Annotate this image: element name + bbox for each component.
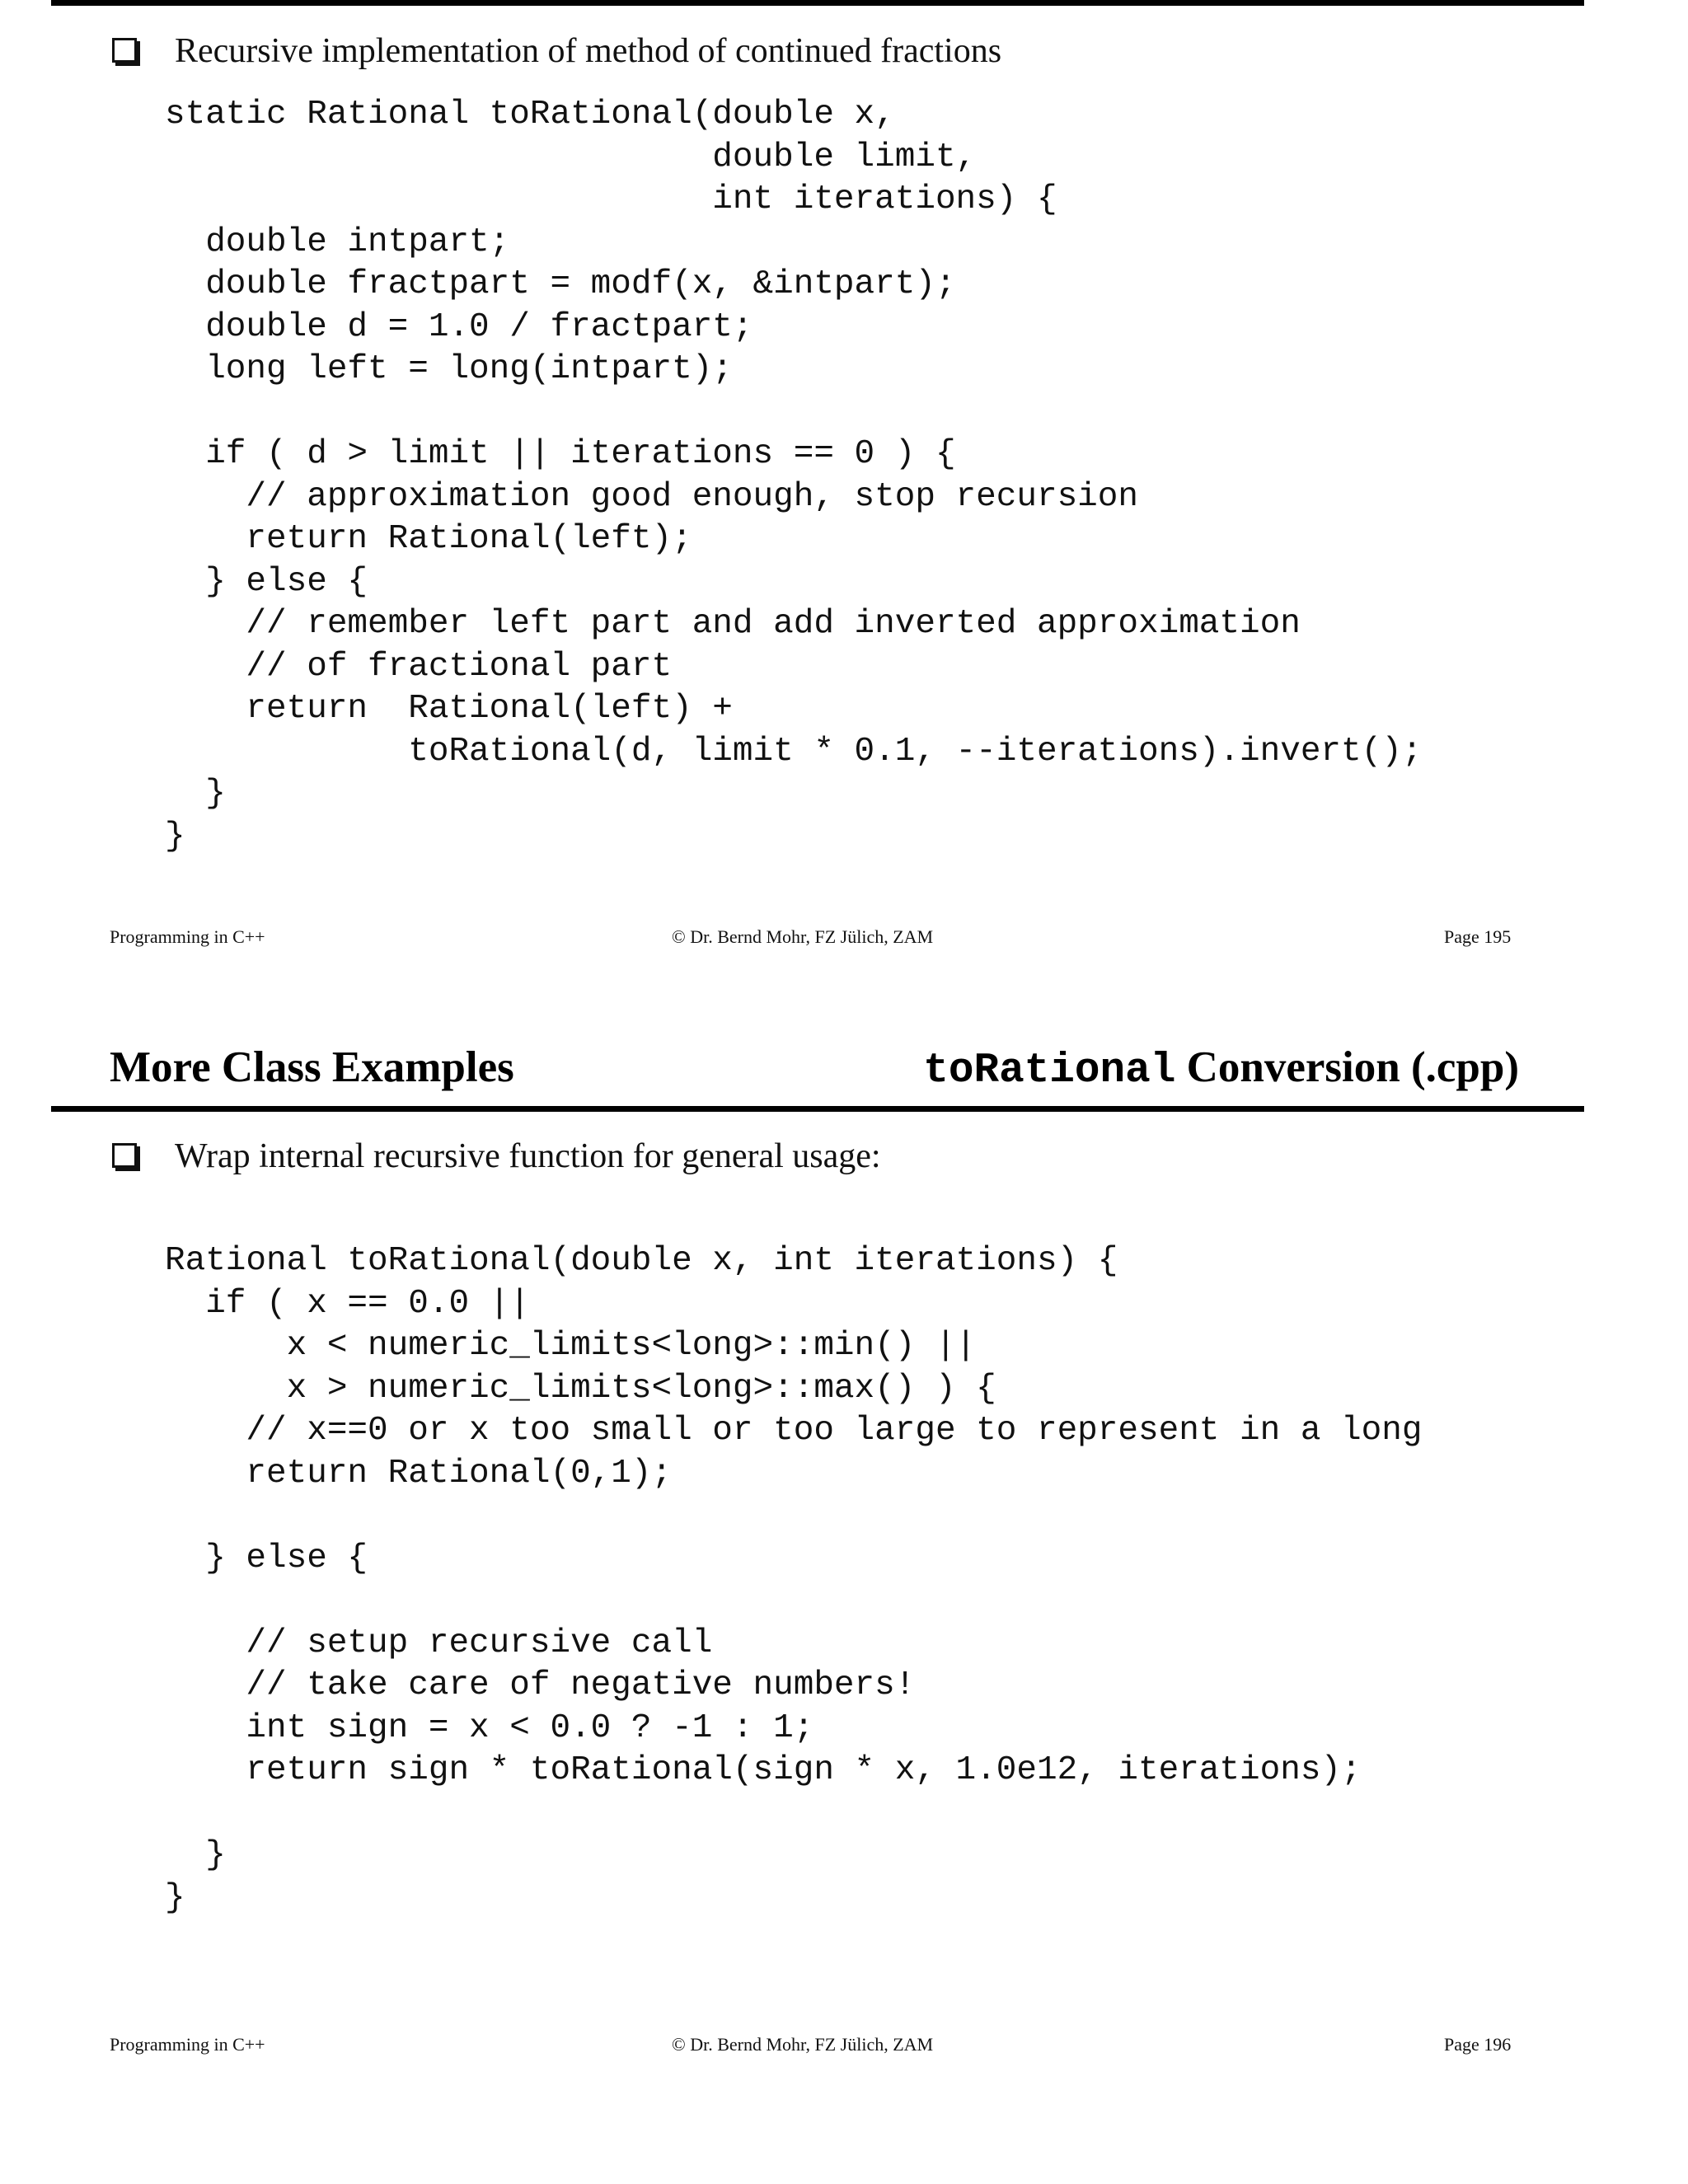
footer-copyright: © Dr. Bernd Mohr, FZ Jülich, ZAM (672, 2034, 934, 2055)
page-subtitle (923, 1043, 1519, 1094)
bullet-item (112, 31, 1001, 71)
subtitle-code: toRational (923, 1047, 1176, 1094)
title-rule (51, 1106, 1584, 1112)
footer-course: Programming in C++ (110, 2034, 265, 2055)
bullet-text: Recursive implementation of method of continued fractions (175, 32, 1002, 70)
checkbox-bullet-icon (112, 1143, 137, 1168)
footer-page-number: Page 195 (1444, 926, 1512, 947)
subtitle-text: Conversion (.cpp) (1175, 1043, 1519, 1091)
checkbox-bullet-icon (112, 38, 137, 63)
page-title: More Class Examples (110, 1043, 514, 1091)
footer-course: Programming in C++ (110, 926, 265, 947)
footer-page-number: Page 196 (1444, 2034, 1512, 2055)
top-rule (51, 0, 1584, 6)
footer-copyright: © Dr. Bernd Mohr, FZ Jülich, ZAM (672, 926, 934, 947)
code-block: static Rational toRational(double x, double limit, int iterations) { double intpart; double fractpart = modf(x, &intpart); double d = 1.0 / fractpart; long left = long(intpart); if ( d > limit || iterations == 0 ) { // approximation good enough, stop recursion return Rational(left); } else { // remember left part and add inverted approximation // of fractional part return Rational(left) + toRational(d, limit * 0.1, --iterations).invert(); } } (165, 96, 1423, 855)
bullet-text: Wrap internal recursive function for general usage: (175, 1137, 881, 1175)
code-block: Rational toRational(double x, int iterations) { if ( x == 0.0 || x < numeric_limits<long>::min() || x > numeric_limits<long>::max() ) { // x==0 or x too small or too large to represent in a long return Rational(0,1); } else { // setup recursive call // take care of negative numbers! int sign = x < 0.0 ? -1 : 1; return sign * toRational(sign * x, 1.0e12, iterations); } } (165, 1242, 1423, 1917)
bullet-item (112, 1137, 881, 1176)
